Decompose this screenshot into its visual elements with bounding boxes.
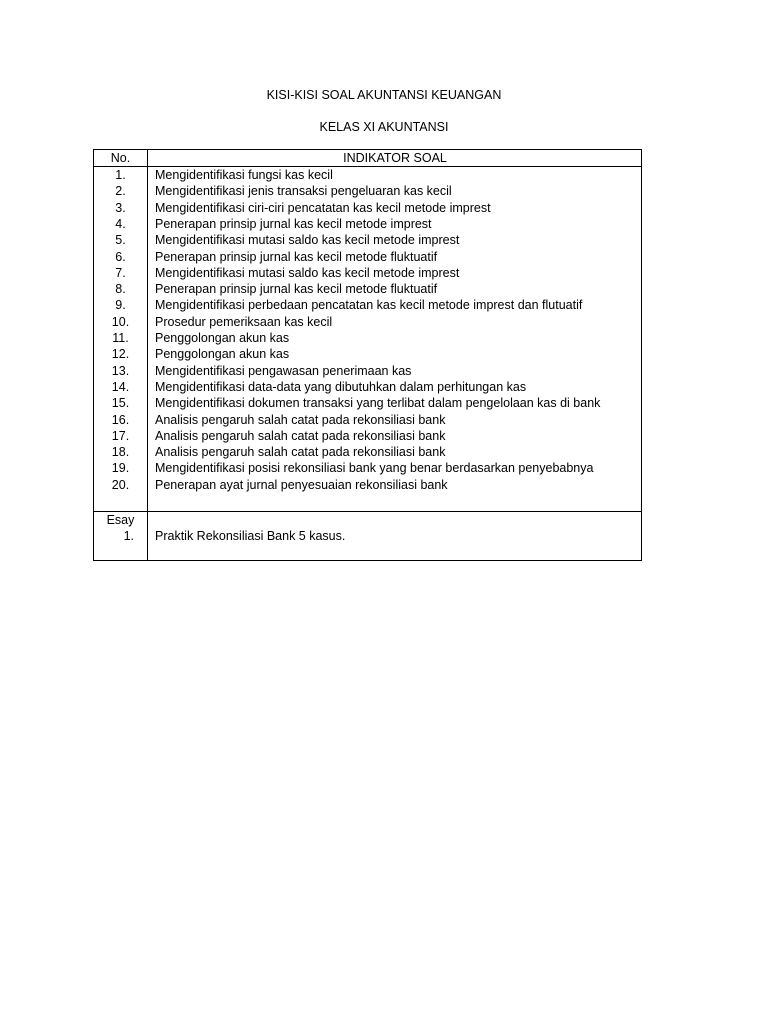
row-indicator: Analisis pengaruh salah catat pada rekonsiliasi bank: [155, 412, 446, 427]
row-indicator: Analisis pengaruh salah catat pada rekonsiliasi bank: [155, 445, 446, 460]
table-row: [94, 346, 641, 362]
row-indicator: Prosedur pemeriksaan kas kecil: [155, 314, 333, 329]
essay-indicator: Praktik Rekonsiliasi Bank 5 kasus.: [155, 529, 346, 543]
row-number: 7.: [115, 265, 126, 280]
row-number: 4.: [115, 216, 126, 231]
table-row: [94, 428, 641, 444]
table-row: [94, 232, 641, 248]
row-number: 9.: [115, 298, 126, 313]
essay-row: [94, 528, 641, 544]
table-row: [94, 460, 641, 476]
row-indicator: Analisis pengaruh salah catat pada rekonsiliasi bank: [155, 428, 446, 443]
header-no: No.: [110, 151, 131, 165]
row-number: 17.: [111, 428, 130, 443]
row-indicator: Mengidentifikasi ciri-ciri pencatatan kas kecil metode imprest: [155, 200, 491, 215]
row-indicator: Penerapan ayat jurnal penyesuaian rekonsiliasi bank: [155, 477, 448, 492]
row-number: 11.: [112, 331, 129, 345]
table-row: [94, 330, 641, 346]
table-row: [94, 216, 641, 232]
row-number: 15.: [111, 396, 130, 411]
row-number: 12.: [111, 347, 130, 362]
table-row: [94, 363, 641, 379]
row-number: 2.: [115, 184, 126, 199]
row-indicator: Mengidentifikasi mutasi saldo kas kecil metode imprest: [155, 265, 460, 280]
row-number: 20.: [111, 477, 130, 492]
row-number: 18.: [111, 445, 130, 460]
row-indicator: Mengidentifikasi fungsi kas kecil: [155, 168, 333, 182]
row-number: 8.: [115, 282, 126, 297]
document-subtitle: KELAS XI AKUNTANSI: [319, 120, 449, 134]
table-row: [94, 379, 641, 395]
table-row: [94, 265, 641, 281]
row-number: 13.: [111, 363, 130, 378]
table-row: [94, 183, 641, 199]
header-indicator: INDIKATOR SOAL: [343, 151, 447, 165]
row-indicator: Penerapan prinsip jurnal kas kecil metode fluktuatif: [155, 249, 438, 264]
table-row: [94, 249, 641, 265]
row-number: 1.: [115, 168, 126, 182]
row-indicator: Mengidentifikasi dokumen transaksi yang terlibat dalam pengelolaan kas di bank: [155, 396, 601, 411]
indicator-table: [93, 149, 642, 561]
row-indicator: Penerapan prinsip jurnal kas kecil metode fluktuatif: [155, 282, 438, 297]
table-row: [94, 297, 641, 313]
table-row: [94, 412, 641, 428]
table-row: [94, 477, 641, 493]
row-number: 3.: [115, 200, 126, 215]
table-row: [94, 314, 641, 330]
essay-section-header: [94, 512, 641, 528]
row-indicator: Penggolongan akun kas: [155, 347, 290, 362]
row-indicator: Mengidentifikasi perbedaan pencatatan kas kecil metode imprest dan flutuatif: [155, 298, 583, 313]
document-title: KISI-KISI SOAL AKUNTANSI KEUANGAN: [266, 88, 502, 102]
essay-number: 1.: [123, 529, 134, 543]
row-number: 16.: [111, 412, 130, 427]
row-indicator: Mengidentifikasi pengawasan penerimaan kas: [155, 363, 412, 378]
row-number: 10.: [111, 314, 130, 329]
row-number: 19.: [111, 461, 130, 476]
row-number: 14.: [111, 379, 130, 394]
table-row: [94, 281, 641, 297]
row-indicator: Mengidentifikasi posisi rekonsiliasi bank yang benar berdasarkan penyebabnya: [155, 461, 594, 476]
table-row: [94, 444, 641, 460]
table-header-row: [94, 150, 641, 166]
table-row: [94, 200, 641, 216]
row-indicator: Penerapan prinsip jurnal kas kecil metode imprest: [155, 216, 432, 231]
row-number: 5.: [115, 233, 126, 248]
essay-label: Esay: [106, 513, 135, 527]
row-indicator: Mengidentifikasi data-data yang dibutuhkan dalam perhitungan kas: [155, 379, 527, 394]
row-indicator: Mengidentifikasi jenis transaksi pengeluaran kas kecil: [155, 184, 452, 199]
row-indicator: Penggolongan akun kas: [155, 331, 290, 345]
table-row: [94, 167, 641, 183]
row-indicator: Mengidentifikasi mutasi saldo kas kecil metode imprest: [155, 233, 460, 248]
table-row: [94, 395, 641, 411]
row-number: 6.: [115, 249, 126, 264]
